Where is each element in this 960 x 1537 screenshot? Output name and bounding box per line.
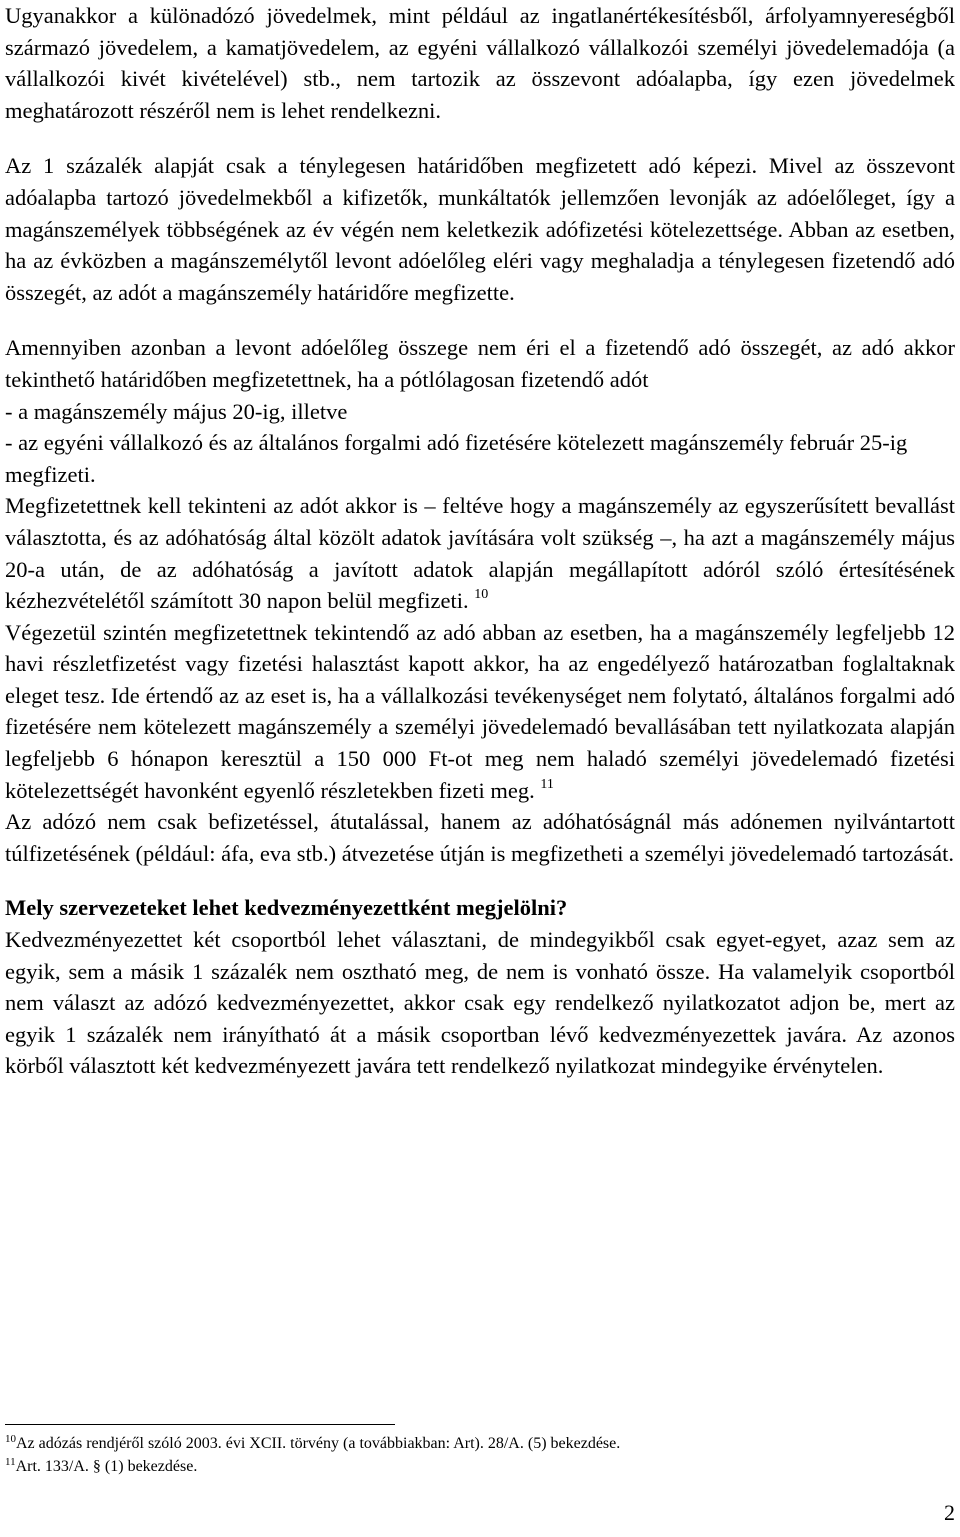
- footnote-text: Az adózás rendjéről szóló 2003. évi XCII. törvény (a továbbiakban: Art). 28/A. (5) bekezdése.: [16, 1435, 621, 1452]
- footnote-10: [5, 1432, 955, 1455]
- paragraph-beneficiaries: Kedvezményezettet két csoportból lehet választani, de mindegyikből csak egyet-egyet, azaz sem az egyik, sem a másik 1 százalék nem osztható meg, de nem is vonható össze. Ha valamelyik csoportból nem választ az adózó kedvezményezettet, akkor csak egy rendelkező nyilatkozatot adjon be, mert az egyik 1 százalék nem irányítható át a másik csoportban lévő kedvezményezettek javára. Az azonos körből választott két kedvezményezett javára tett rendelkező nyilatkozat mindegyike érvénytelen.: [5, 927, 955, 1079]
- footnote-11: [5, 1455, 955, 1478]
- footnote-number: 10: [5, 1433, 16, 1445]
- paragraph-income-types: Ugyanakkor a különadózó jövedelmek, mint például az ingatlanértékesítésből, árfolyamnyereségből származó jövedelem, a kamatjövedelem, az egyéni vállalkozó vállalkozói személyi jövedelemadója (a vállalkozói kivét kivételével) stb., nem tartozik az összevont adóalapba, így ezen jövedelmek meghatározott részéről nem is lehet rendelkezni.: [5, 3, 955, 123]
- footnote-text: Art. 133/A. § (1) bekezdése.: [15, 1458, 198, 1475]
- page-number: 2: [944, 1500, 955, 1525]
- list-item-deadline-may: - a magánszemély május 20-ig, illetve: [5, 398, 348, 424]
- footnote-number: 11: [5, 1456, 16, 1468]
- paragraph-payment-deadline: Amennyiben azonban a levont adóelőleg összege nem éri el a fizetendő adó összegét, az adó akkor tekinthető határidőben megfizetettnek, ha a pótlólagosan fizetendő adót: [5, 335, 955, 392]
- paragraph-pays-line: megfizeti.: [5, 461, 96, 487]
- list-item-deadline-february: - az egyéni vállalkozó és az általános forgalmi adó fizetésére kötelezett magánszemély február 25-ig: [5, 430, 908, 456]
- paragraph-tax-basis: Az 1 százalék alapját csak a ténylegesen határidőben megfizetett adó képezi. Mivel az összevont adóalapba tartozó jövedelmekből a kifizetők, munkáltatók jellemzően levonják az adóelőleget, így a magánszemélyek többségének az év végén nem keletkezik adófizetési kötelezettsége. Abban az esetben, ha az évközben a magánszemélytől levont adóelőleg eléri vagy meghaladja a ténylegesen fizetendő adó összegét, az adót a magánszemély határidőre megfizette.: [5, 153, 955, 305]
- document-page: [5, 0, 955, 1082]
- footnote-ref-11[interactable]: 11: [540, 776, 554, 792]
- paragraph-overpayment-transfer: Az adózó nem csak befizetéssel, átutalással, hanem az adóhatóságnál más adónemen nyilvántartott túlfizetésének (például: áfa, eva stb.) átvezetése útján is megfizetheti a személyi jövedelemadó tartozását.: [5, 809, 955, 866]
- footnotes: [5, 1432, 955, 1478]
- paragraph-installments: [5, 617, 955, 807]
- paragraph-simplified-return-text: Megfizetettnek kell tekinteni az adót akkor is – feltéve hogy a magánszemély az egyszerűsített bevallást választotta, és az adóhatóság által közölt adatok javítására volt szükség –, ha azt a magánszemély május 20-a után, de az adóhatóság a javított adatok alapján megállapított adóról szóló értesítésének kézhezvételétől számított 30 napon belül megfizeti.: [5, 493, 955, 614]
- footnote-divider: [5, 1424, 395, 1425]
- footnote-ref-10[interactable]: 10: [474, 587, 489, 603]
- paragraph-installments-text: Végezetül szintén megfizetettnek tekintendő az adó abban az esetben, ha a magánszemély legfeljebb 12 havi részletfizetést vagy fizetési halasztást kapott akkor, ha az engedélyező határozatban foglaltaknak eleget tesz. Ide értendő az az eset is, ha a vállalkozási tevékenységet nem folytató, általános forgalmi adó fizetésére nem kötelezett magánszemély a személyi jövedelemadó bevallásában tett nyilatkozata alapján legfeljebb 6 hónapon keresztül a 150 000 Ft-ot meg nem haladó személyi jövedelemadó fizetési kötelezettségét havonként egyenlő részletekben fizeti meg.: [5, 619, 955, 803]
- section-heading: Mely szervezeteket lehet kedvezményezettként megjelölni?: [5, 895, 568, 921]
- paragraph-simplified-return: [5, 490, 955, 616]
